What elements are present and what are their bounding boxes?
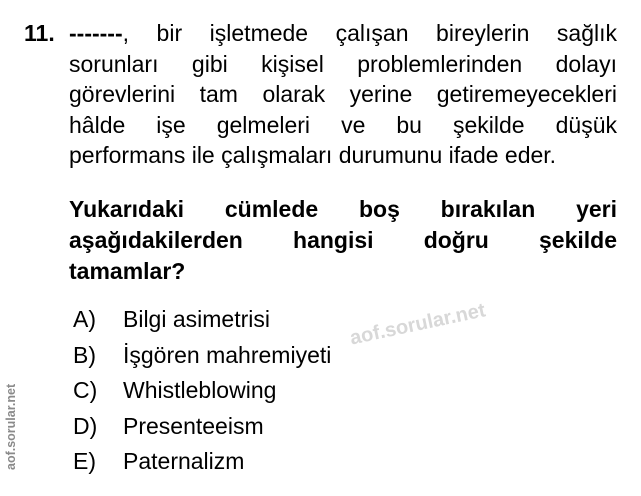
stem-line-text: görevlerini tam olarak yerine getiremeyecekleri <box>69 81 617 107</box>
option-text: Bilgi asimetrisi <box>123 306 270 332</box>
center-watermark: aof.sorular.net <box>348 299 488 350</box>
prompt-line <box>69 225 617 256</box>
stem-line-text: sorunları gibi kişisel problemlerinden dolayı <box>69 50 617 77</box>
side-watermark: aof.sorular.net <box>4 383 18 470</box>
stem-line-text: hâlde işe gelmeleri ve bu şekilde düşük <box>69 111 617 138</box>
option-letter: E) <box>73 448 96 474</box>
question-stem <box>69 18 617 171</box>
stem-line <box>69 110 617 141</box>
option-b[interactable] <box>73 338 331 374</box>
option-e[interactable] <box>73 444 331 480</box>
option-d[interactable] <box>73 409 331 445</box>
answer-options <box>73 302 331 480</box>
stem-line-text: , bir işletmede çalışan bireylerin sağlık <box>122 20 617 46</box>
option-letter: D) <box>73 412 98 439</box>
option-c[interactable] <box>73 373 331 409</box>
option-text: Whistleblowing <box>123 377 277 403</box>
prompt-line-text: Yukarıdaki cümlede boş bırakılan yeri <box>69 196 617 222</box>
option-letter: A) <box>73 306 96 332</box>
stem-line <box>69 49 617 80</box>
option-text: İşgören mahremiyeti <box>123 341 332 368</box>
stem-line <box>69 18 617 49</box>
question-number: 11. <box>24 20 55 46</box>
prompt-line-text: tamamlar? <box>69 258 186 284</box>
prompt-line <box>69 194 617 225</box>
stem-line-text: performans ile çalışmaları durumunu ifade eder. <box>69 142 557 168</box>
blank-placeholder: ------- <box>69 20 123 46</box>
option-letter: C) <box>73 377 98 403</box>
stem-line <box>69 140 617 171</box>
option-text: Paternalizm <box>123 448 245 474</box>
stem-line <box>69 79 617 110</box>
option-letter: B) <box>73 341 96 368</box>
prompt-line <box>69 256 617 287</box>
option-a[interactable] <box>73 302 331 338</box>
question-prompt <box>69 194 617 287</box>
option-text: Presenteeism <box>123 412 264 439</box>
prompt-line-text: aşağıdakilerden hangisi doğru şekilde <box>69 227 617 253</box>
